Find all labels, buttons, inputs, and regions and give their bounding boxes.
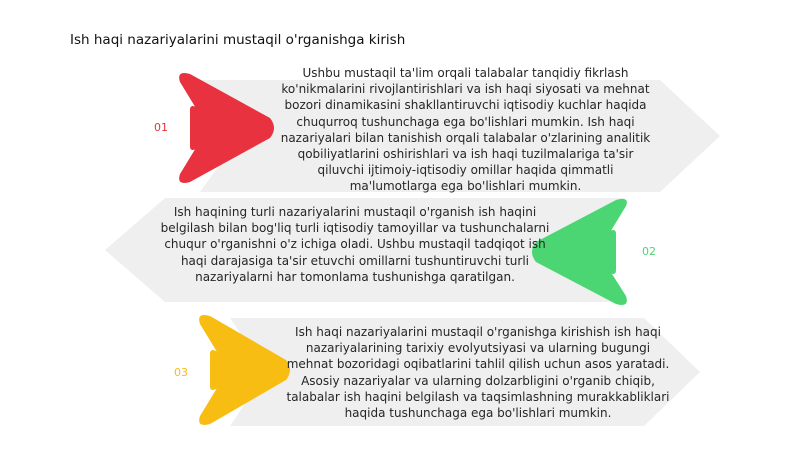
item-number-1: 01: [154, 121, 168, 134]
page-title: Ish haqi nazariyalarini mustaqil o'rganishga kirish: [70, 32, 406, 48]
item-text-3: Ish haqi nazariyalarini mustaqil o'rganishga kirishish ish haqi nazariyalarining tarixiy evolyutsiyasi va ularning bugungi mehnat bozoridagi oqibatlarini tahlil qilish uchun asos yaratadi. Asosiy nazariyalar va ularning dolzarbligini o'rganib chiqib, talabalar ish haqini belgilash va taqsimlashning murakkabliklari haqida tushunchaga ega bo'lishlari mumkin.: [286, 325, 670, 421]
item-number-2: 02: [642, 245, 656, 258]
chevron-right-yellow-icon: [196, 312, 294, 428]
item-number-3: 03: [174, 366, 188, 379]
item-text-1: Ushbu mustaqil ta'lim orqali talabalar tanqidiy fikrlash ko'nikmalarini rivojlantirishlari va ish haqi siyosati va mehnat bozori dinamikasini shakllantiruvchi iqtisodiy kuchlar haqida chuqurroq tushunchaga ega bo'lishlari mumkin. Ish haqi nazariyalari bilan tanishish orqali talabalar o'zlarining analitik qobiliyatlarini oshirishlari va ish haqi tuzilmalariga ta'sir qiluvchi ijtimoiy-iqtisodiy omillar haqida qimmatli ma'lumotlarga ega bo'lishlari mumkin.: [280, 66, 651, 194]
item-text-2: Ish haqining turli nazariyalarini mustaqil o'rganish ish haqini belgilash bilan bog'liq turli iqtisodiy tamoyillar va tushunchalarni chuqur o'rganishni o'z ichiga oladi. Ushbu mustaqil tadqiqot ish haqi darajasiga ta'sir etuvchi omillarni tushuntiruvchi turli nazariyalarni har tomonlama tushunishga qaratilgan.: [160, 205, 550, 284]
